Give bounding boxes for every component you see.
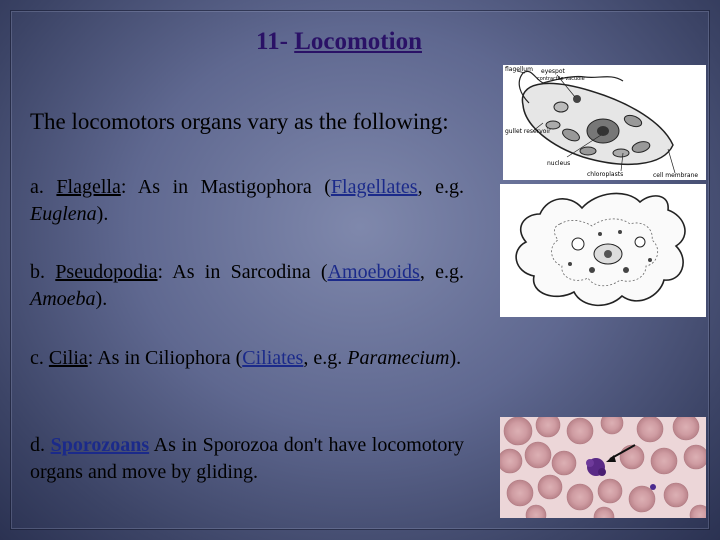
label-chloroplasts: chloroplasts bbox=[587, 171, 624, 178]
item-a bbox=[30, 174, 464, 228]
item-b bbox=[30, 259, 464, 313]
label-contractile-vacuole: contractile vacuole bbox=[537, 76, 585, 82]
item-a-prefix: a. bbox=[30, 176, 57, 198]
label-cell-membrane: cell membrane bbox=[653, 172, 699, 179]
slide-title bbox=[256, 28, 422, 56]
item-b-term: Pseudopodia bbox=[55, 261, 158, 283]
euglena-diagram bbox=[503, 65, 706, 180]
item-a-end: ). bbox=[96, 203, 109, 225]
item-c-end: ). bbox=[449, 347, 462, 369]
item-d-term: Sporozoans bbox=[50, 434, 150, 456]
item-b-example: Amoeba bbox=[30, 288, 96, 310]
item-c-group-link[interactable]: Ciliates bbox=[242, 347, 304, 369]
title-number: 11- bbox=[256, 28, 288, 55]
item-b-end: ). bbox=[95, 288, 108, 310]
item-a-mid: , e.g. bbox=[417, 176, 464, 198]
item-a-sep: : As in Mastigophora ( bbox=[120, 176, 331, 198]
item-b-prefix: b. bbox=[30, 261, 56, 283]
item-d-rest: As in Sporozoa don't have locomotory organs and move by gliding. bbox=[30, 434, 465, 483]
item-c-example: Paramecium bbox=[347, 347, 450, 369]
item-c bbox=[30, 345, 464, 372]
title-text: Locomotion bbox=[294, 28, 422, 55]
label-gullet: gullet reservoir bbox=[505, 128, 551, 135]
item-c-sep: : As in Ciliophora ( bbox=[87, 347, 243, 369]
label-eyespot: eyespot bbox=[541, 68, 565, 75]
euglena-illustration bbox=[503, 65, 706, 180]
item-a-group-link[interactable]: Flagellates bbox=[330, 176, 418, 198]
item-b-sep: : As in Sarcodina ( bbox=[157, 261, 328, 283]
blood-smear-image bbox=[500, 417, 706, 518]
item-c-term: Cilia bbox=[48, 347, 88, 369]
item-d bbox=[30, 432, 464, 486]
amoeba-illustration bbox=[500, 184, 706, 317]
intro-text: The locomotors organs vary as the following: bbox=[30, 109, 449, 134]
blood-smear-micrograph bbox=[500, 417, 706, 518]
item-a-term: Flagella bbox=[56, 176, 121, 198]
item-b-group-link[interactable]: Amoeboids bbox=[327, 261, 420, 283]
item-a-example: Euglena bbox=[30, 203, 97, 225]
item-b-mid: , e.g. bbox=[419, 261, 465, 283]
item-d-prefix: d. bbox=[30, 434, 51, 456]
label-flagellum: flagellum bbox=[505, 66, 533, 73]
item-c-prefix: c. bbox=[30, 347, 49, 369]
label-nucleus: nucleus bbox=[547, 160, 571, 167]
amoeba-drawing bbox=[500, 184, 706, 317]
item-c-mid: , e.g. bbox=[303, 347, 348, 369]
